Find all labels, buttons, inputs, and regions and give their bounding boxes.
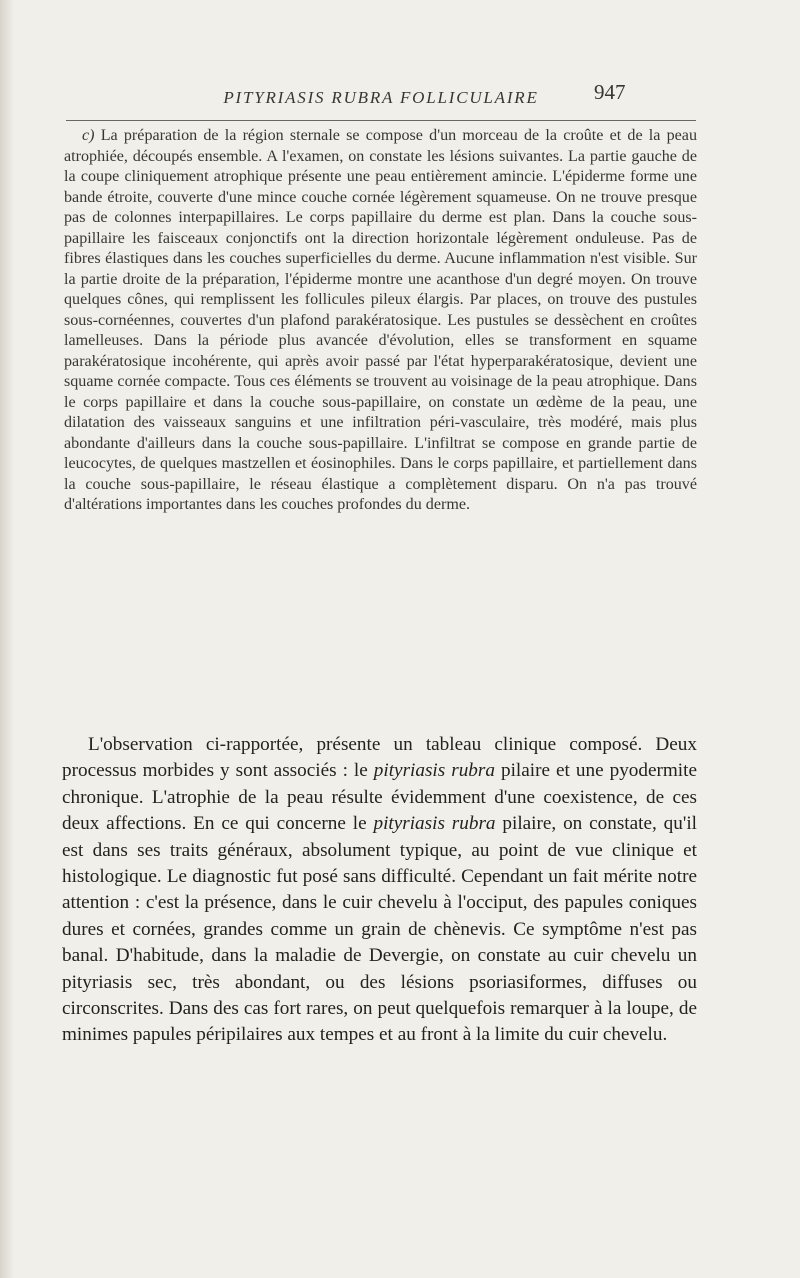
paragraph-c-text: La préparation de la région sternale se compose d'un morceau de la croûte et de la peau atrophiée, découpés ensemble. A l'examen, on constate les lésions suivantes. La partie gauche de la coupe cliniquement atrophique présente une peau entièrement amincie. L'épiderme forme une bande étroite, couverte d'une mince couche cornée légèrement squameuse. On ne trouve presque pas de colonnes interpapillaires. Le corps papillaire du derme est plan. Dans la couche sous-papillaire les faisceaux conjonctifs ont la direction horizontale légèrement onduleuse. Pas de fibres élastiques dans les couches superficielles du derme. Aucune inflammation n'est visible. Sur la partie droite de la préparation, l'épiderme montre une acanthose d'un degré moyen. On trouve quelques cônes, qui remplissent les follicules pileux élargis. Par places, on trouve des pustules sous-cornéennes, couvertes d'un plafond parakératosique. Les pustules se dessèchent en croûtes lamelleuses. Dans la période plus avancée d'évolution, elles se transforment en squame parakératosique incohérente, qui après avoir passé par l'état hyperparakératosique, devient une squame cornée compacte. Tous ces éléments se trouvent au voisinage de la peau atrophique. Dans le corps papillaire et dans la couche sous-papillaire, on constate un œdème de la peau, une dilatation des vaisseaux sanguins et une infiltration péri-vasculaire, très modéré, mais plus abondante d'ailleurs dans la couche sous-papillaire. L'infiltrat se compose en grande partie de leucocytes, de quelques mastzellen et éosinophiles. Dans le corps papillaire, et partiellement dans la couche sous-papillaire, le réseau élastique a complètement disparu. On n'a pas trouvé d'altérations importantes dans les couches profondes du derme.: [64, 127, 697, 513]
running-title: PITYRIASIS RUBRA FOLLICULAIRE: [223, 88, 539, 107]
discussion-text-2: pilaire et une pyodermite chronique. L'atrophie de la peau résulte évidemment d'une coexistence, de ces deux affections. En ce qui concerne le: [62, 760, 697, 835]
discussion-text-1: L'observation ci-rapportée, présente un tableau clinique composé. Deux processus morbides y sont associés : le: [62, 734, 697, 782]
page-number: 947: [594, 80, 626, 104]
paragraph-c-marker: c): [82, 127, 95, 144]
discussion-paragraph: [62, 732, 697, 1049]
discussion-italic-1: pityriasis rubra: [373, 760, 495, 782]
page-edge-shadow: [0, 0, 14, 1278]
paragraph-c: [64, 126, 697, 516]
discussion-text-3: pilaire, on constate, qu'il est dans ses traits généraux, absolument typique, au point de vue clinique et histologique. Le diagnostic fut posé sans difficulté. Cependant un fait mérite notre attention : c'est la présence, dans le cuir chevelu à l'occiput, des papules coniques dures et cornées, grandes comme un grain de chènevis. Ce symptôme n'est pas banal. D'habitude, dans la maladie de Devergie, on constate au cuir chevelu un pityriasis sec, très abondant, ou des lésions psoriasiformes, diffuses ou circonscrites. Dans des cas fort rares, on peut quelquefois remarquer à la loupe, de minimes papules péripilaires aux tempes et au front à la limite du cuir chevelu.: [62, 813, 697, 1046]
header-rule: [66, 120, 696, 121]
discussion-italic-2: pityriasis rubra: [373, 813, 496, 835]
histology-section: [64, 126, 697, 516]
discussion-section: [62, 732, 697, 1049]
